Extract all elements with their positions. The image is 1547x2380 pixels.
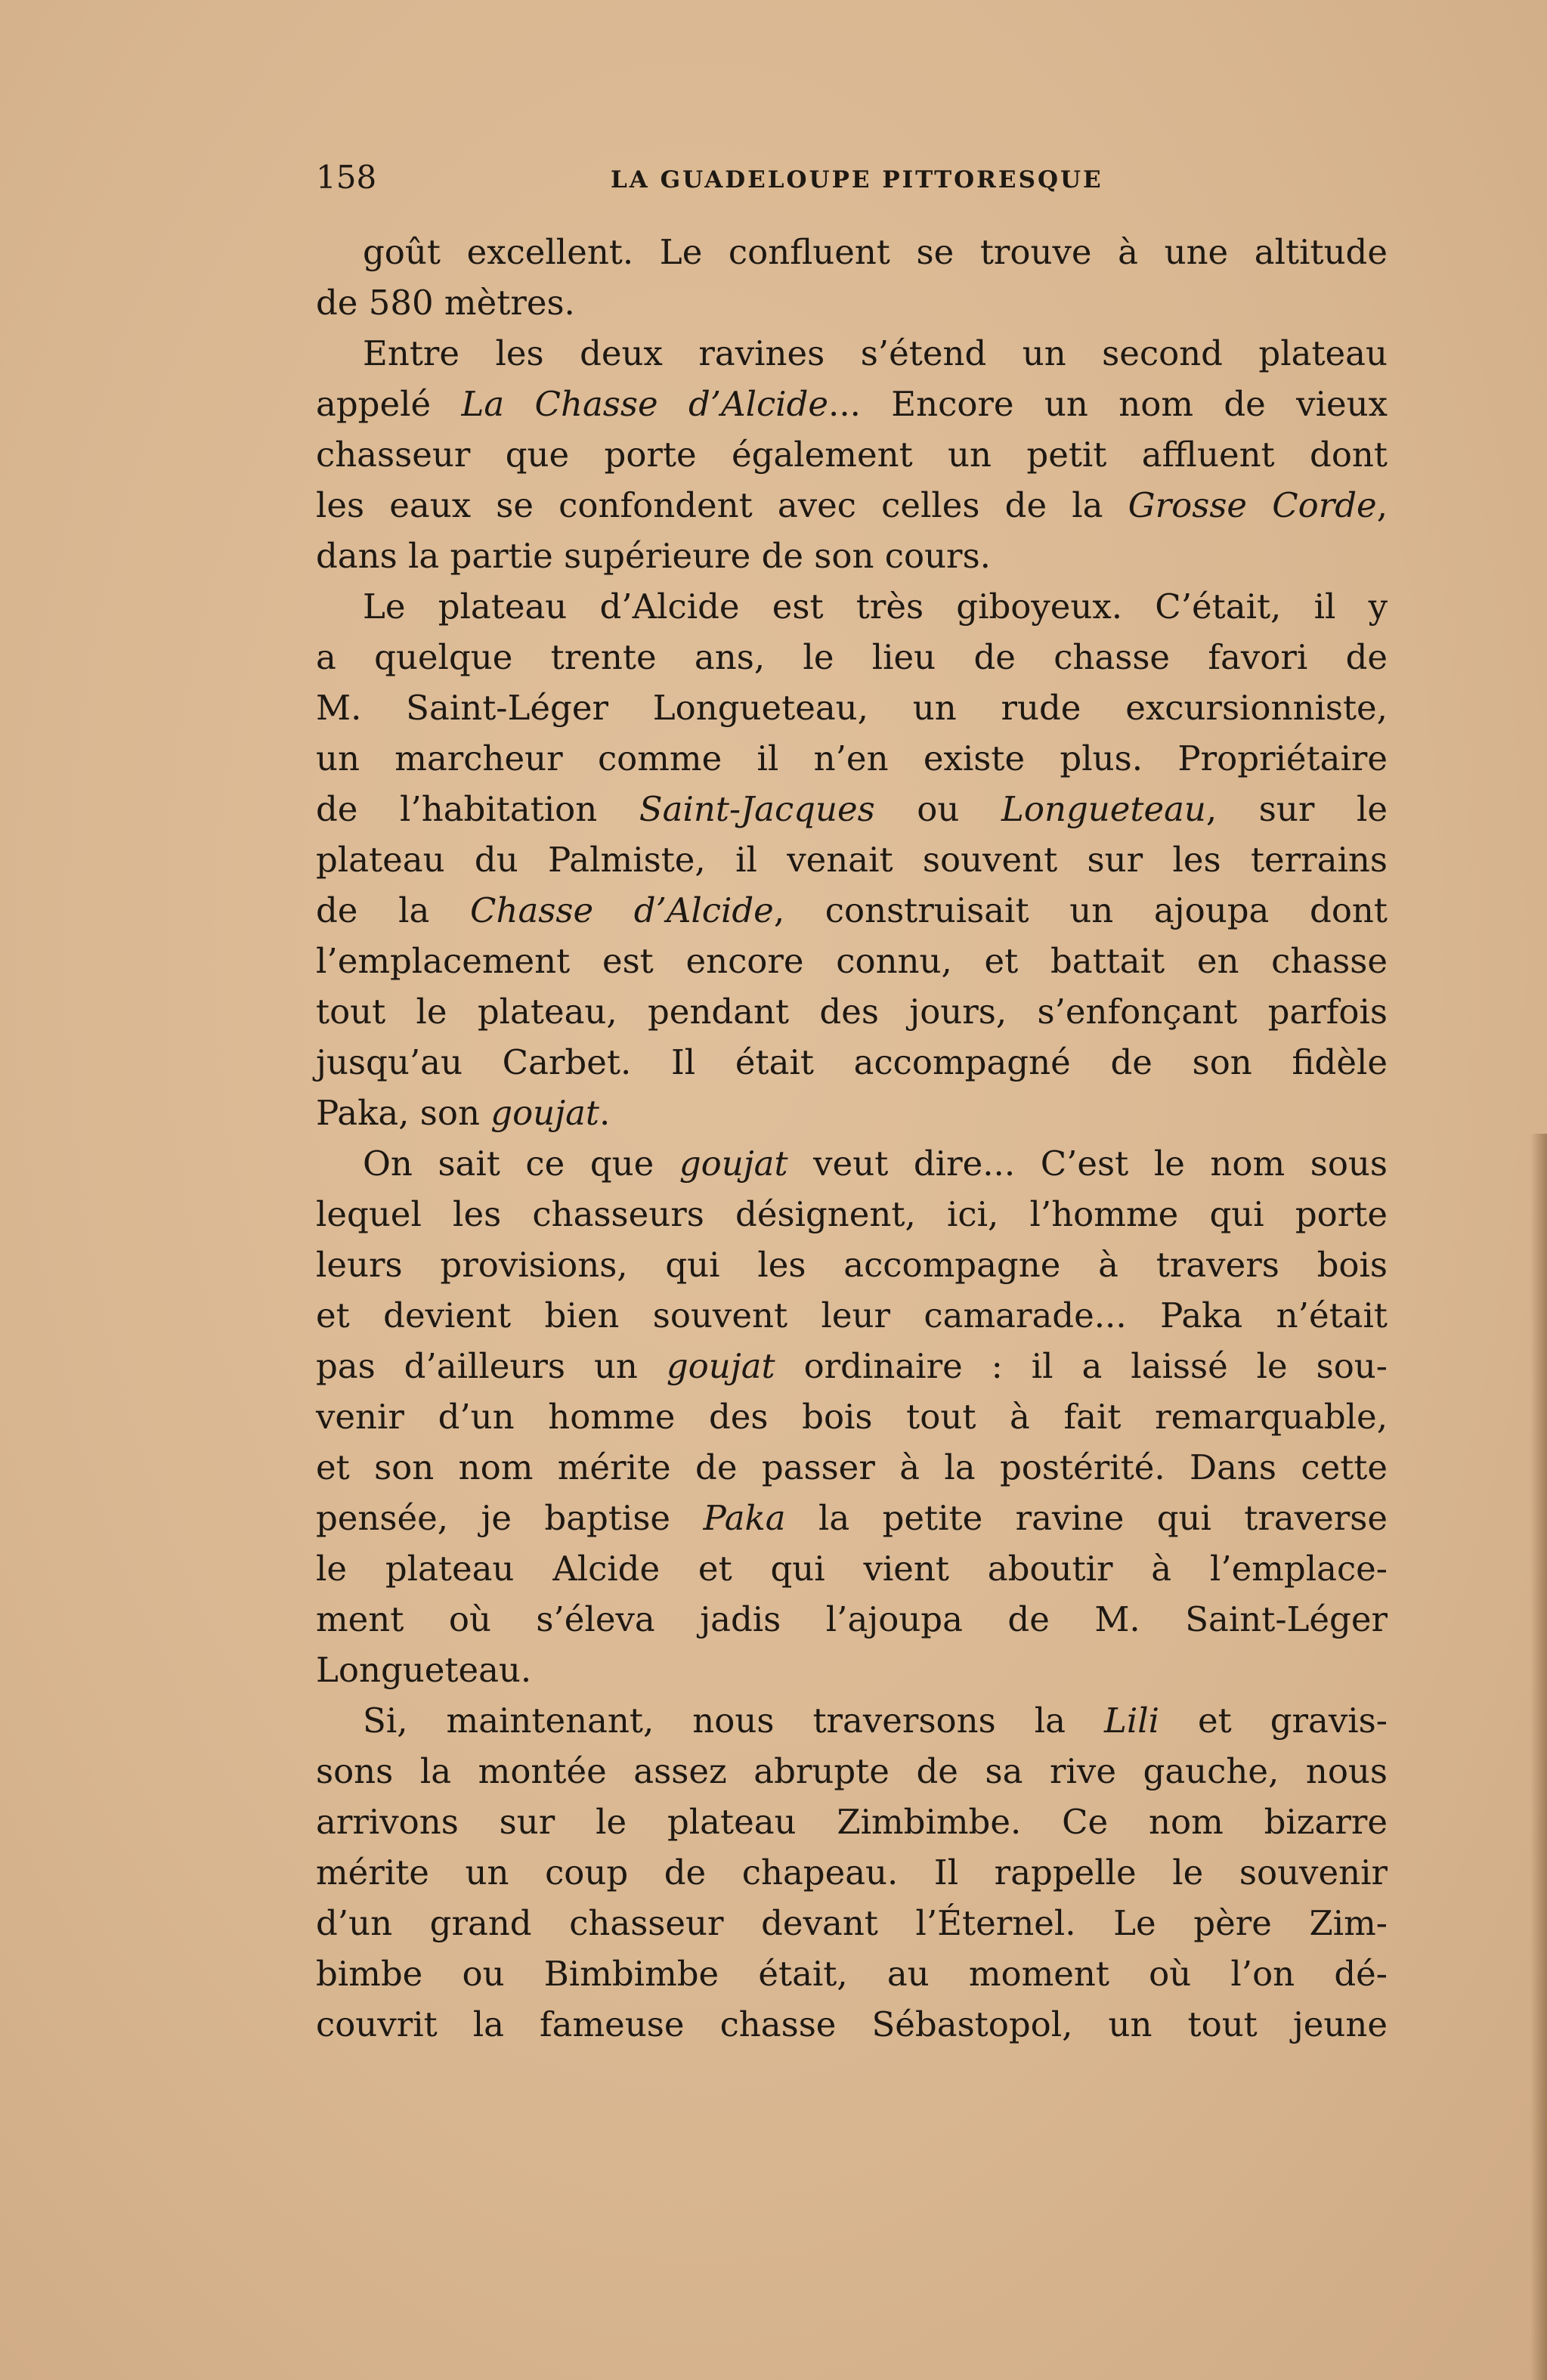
text-line — [316, 986, 1388, 1037]
text-segment: et gravis- — [1159, 1701, 1388, 1741]
text-line — [316, 429, 1388, 480]
text-segment: . — [599, 1093, 611, 1133]
text-segment: un marcheur comme il n’en existe plus. Propriétaire — [316, 738, 1388, 778]
italic-text: goujat — [679, 1144, 788, 1184]
paragraph — [316, 1138, 1388, 1695]
text-line — [316, 379, 1388, 429]
text-segment: goût excellent. Le confluent se trouve à une altitude — [363, 232, 1388, 272]
text-segment: appelé — [316, 384, 462, 424]
text-line — [316, 277, 1388, 328]
text-line — [316, 531, 1388, 581]
text-segment: Paka, son — [316, 1093, 491, 1133]
text-segment: couvrit la fameuse chasse Sébastopol, un tout jeune — [316, 2004, 1388, 2044]
text-segment: de 580 mètres. — [316, 283, 575, 323]
text-segment: chasseur que porte également un petit affluent dont — [316, 435, 1388, 475]
text-segment: Si, maintenant, nous traversons la — [363, 1701, 1104, 1741]
italic-text: goujat — [490, 1093, 600, 1133]
text-segment: et son nom mérite de passer à la postérité. Dans cette — [316, 1447, 1388, 1487]
text-segment: sons la montée assez abrupte de sa rive gauche, nous — [316, 1751, 1388, 1791]
text-line — [316, 1645, 1388, 1695]
text-segment: Le plateau d’Alcide est très giboyeux. C’était, il y — [363, 586, 1388, 627]
text-line — [316, 1999, 1388, 2050]
text-segment: ... Encore un nom de vieux — [828, 384, 1388, 424]
page-edge-shadow — [1530, 1134, 1547, 2380]
text-segment: , sur le — [1205, 789, 1388, 829]
text-segment: venir d’un homme des bois tout à fait remarquable, — [316, 1397, 1388, 1437]
body-text — [316, 227, 1388, 2050]
text-segment: mérite un coup de chapeau. Il rappelle le souvenir — [316, 1852, 1388, 1893]
text-segment: plateau du Palmiste, il venait souvent sur les terrains — [316, 840, 1388, 880]
text-segment: On sait ce que — [363, 1144, 679, 1184]
text-line — [316, 1240, 1388, 1290]
text-segment: le plateau Alcide et qui vient aboutir à l’emplace- — [316, 1549, 1388, 1589]
text-line — [316, 1543, 1388, 1594]
text-line — [316, 1797, 1388, 1847]
text-line — [316, 581, 1388, 632]
text-line — [316, 733, 1388, 784]
text-line — [316, 1341, 1388, 1391]
paragraph — [316, 328, 1388, 581]
paragraph — [316, 1695, 1388, 2050]
text-segment: leurs provisions, qui les accompagne à travers bois — [316, 1245, 1388, 1285]
text-segment: , construisait un ajoupa dont — [773, 890, 1388, 930]
italic-text: Lili — [1103, 1701, 1159, 1741]
text-line — [316, 1847, 1388, 1898]
text-line — [316, 1594, 1388, 1645]
text-segment: d’un grand chasseur devant l’Éternel. Le père Zim- — [316, 1903, 1388, 1943]
text-line — [316, 1746, 1388, 1797]
text-segment: la petite ravine qui traverse — [785, 1498, 1388, 1538]
text-segment: ment où s’éleva jadis l’ajoupa de M. Saint-Léger — [316, 1599, 1388, 1639]
text-line — [316, 480, 1388, 531]
text-line — [316, 1088, 1388, 1138]
text-segment: pas d’ailleurs un — [316, 1346, 667, 1386]
text-segment: ordinaire : il a laissé le sou- — [775, 1346, 1388, 1386]
text-line — [316, 1391, 1388, 1442]
running-header — [316, 155, 1103, 200]
text-segment: Longueteau. — [316, 1650, 532, 1690]
text-segment: a quelque trente ans, le lieu de chasse favori de — [316, 637, 1388, 677]
italic-text: Chasse d’Alcide — [470, 890, 774, 930]
running-title: LA GUADELOUPE PITTORESQUE — [611, 166, 1103, 193]
text-line — [316, 1898, 1388, 1948]
italic-text: Paka — [703, 1498, 786, 1538]
text-segment: bimbe ou Bimbimbe était, au moment où l’on dé- — [316, 1954, 1388, 1994]
text-line — [316, 227, 1388, 277]
text-segment: tout le plateau, pendant des jours, s’enfonçant parfois — [316, 992, 1388, 1032]
italic-text: Longueteau — [1001, 789, 1206, 829]
text-line — [316, 1138, 1388, 1189]
text-segment: jusqu’au Carbet. Il était accompagné de son fidèle — [316, 1042, 1388, 1082]
text-line — [316, 632, 1388, 682]
text-line — [316, 1290, 1388, 1341]
italic-text: goujat — [666, 1346, 775, 1386]
text-segment: pensée, je baptise — [316, 1498, 704, 1538]
text-line — [316, 936, 1388, 986]
text-segment: de la — [316, 890, 471, 930]
text-segment: M. Saint-Léger Longueteau, un rude excursionniste, — [316, 688, 1388, 728]
text-line — [316, 834, 1388, 885]
text-segment: dans la partie supérieure de son cours. — [316, 536, 991, 576]
text-line — [316, 1948, 1388, 1999]
text-segment: ou — [874, 789, 1001, 829]
paragraph — [316, 227, 1388, 328]
italic-text: La Chasse d’Alcide — [461, 384, 829, 424]
text-line — [316, 1695, 1388, 1746]
text-line — [316, 1442, 1388, 1493]
text-segment: les eaux se confondent avec celles de la — [316, 485, 1128, 525]
text-line — [316, 328, 1388, 379]
text-segment: et devient bien souvent leur camarade... Paka n’était — [316, 1295, 1388, 1335]
text-segment: arrivons sur le plateau Zimbimbe. Ce nom bizarre — [316, 1802, 1388, 1842]
italic-text: Grosse Corde — [1128, 485, 1377, 525]
italic-text: Saint-Jacques — [639, 789, 875, 829]
text-segment: veut dire... C’est le nom sous — [787, 1144, 1388, 1184]
paragraph — [316, 581, 1388, 1138]
text-segment: de l’habitation — [316, 789, 639, 829]
text-line — [316, 784, 1388, 834]
text-segment: Entre les deux ravines s’étend un second plateau — [363, 333, 1388, 373]
page-number: 158 — [316, 159, 377, 196]
text-segment: , — [1376, 485, 1388, 525]
text-line — [316, 1189, 1388, 1240]
text-segment: lequel les chasseurs désignent, ici, l’homme qui porte — [316, 1194, 1388, 1234]
text-line — [316, 885, 1388, 936]
text-segment: l’emplacement est encore connu, et battait en chasse — [316, 941, 1388, 981]
text-line — [316, 1493, 1388, 1543]
text-line — [316, 1037, 1388, 1088]
text-line — [316, 682, 1388, 733]
